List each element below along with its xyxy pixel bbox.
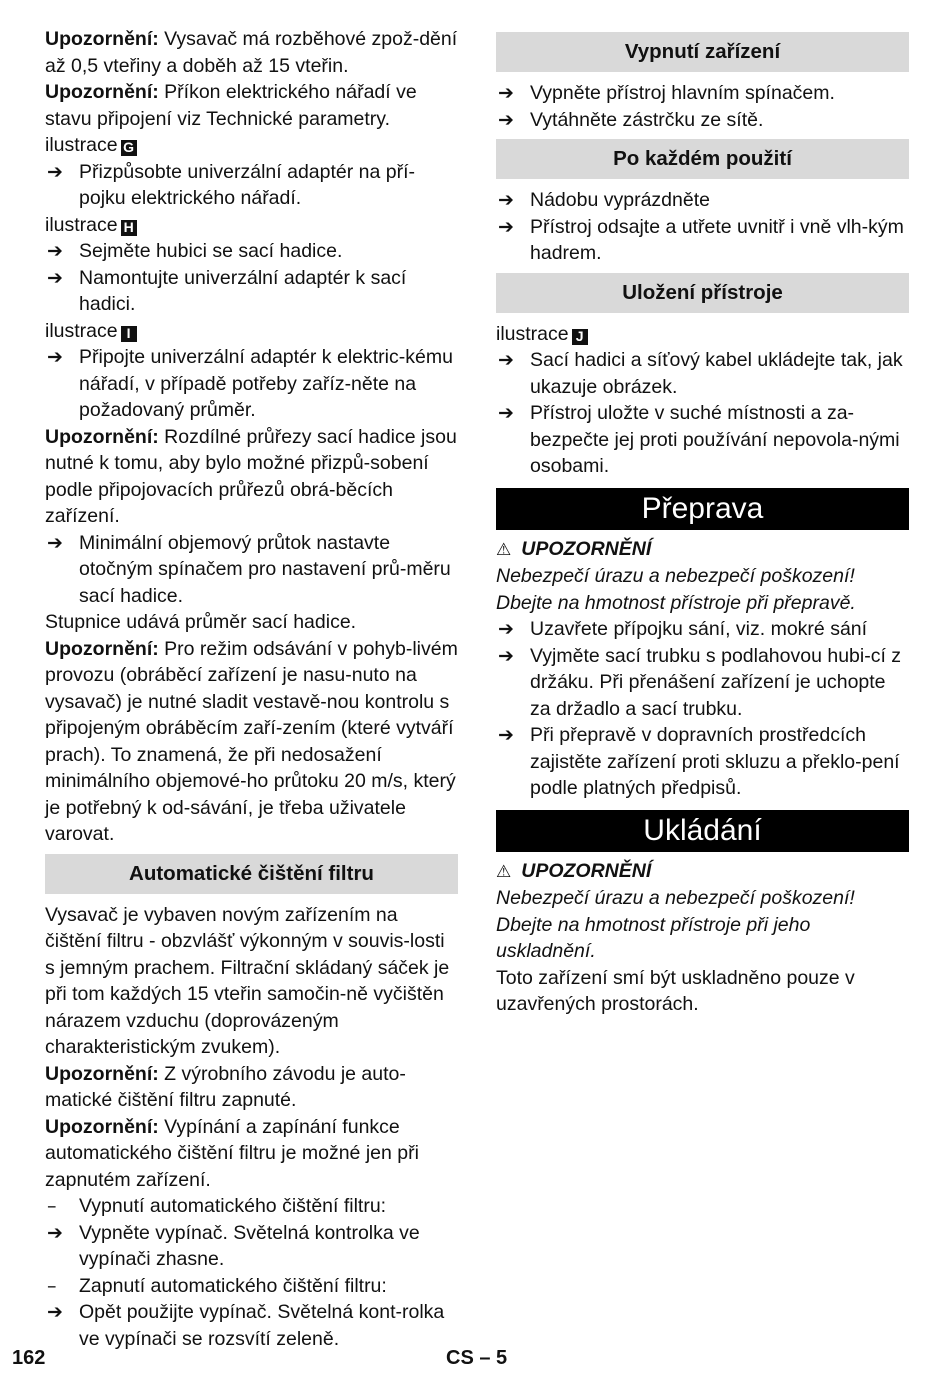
section-heading-switch-off: Vypnutí zařízení xyxy=(496,32,909,72)
step-item: ➔ Vyjměte sací trubku s podlahovou hubi-cí z držáku. Při přenášení zařízení je uchopte za držadlo a sací trubku. xyxy=(496,643,909,723)
step-item: ➔ Přístroj odsajte a utřete uvnitř i vně vlh-kým hadrem. xyxy=(496,214,909,267)
left-column xyxy=(45,26,458,1352)
note-label: Upozornění: xyxy=(45,28,159,50)
warning-title: ⚠ UPOZORNĚNÍ xyxy=(496,537,652,560)
note-paragraph: Upozornění: Vysavač má rozběhové zpož-dění až 0,5 vteřiny a doběh až 15 vteřin. xyxy=(45,28,458,77)
note-paragraph: Upozornění: Vypínání a zapínání funkce automatického čištění filtru je možné jen při zapnutém zařízení. xyxy=(45,1115,419,1191)
section-heading-storing: Uložení přístroje xyxy=(496,273,909,313)
body-paragraph: Stupnice udává průměr sací hadice. xyxy=(45,611,357,633)
figure-g-icon: G xyxy=(121,140,137,156)
note-paragraph: Upozornění: Pro režim odsávání v pohyb-livém provozu (obráběcí zařízení je nasu-nuto na vysavač) je nutné sladit vestavě-nou kontrolu s připojeným obráběcím zaří-zením (které vytváří prach). To znamená, že při nedosažení minimálního objemové-ho průtoku 20 m/s, který je potřebný k od-sávání, je třeba uživatele varovat. xyxy=(45,637,458,845)
step-item: ➔ Při přepravě v dopravních prostředcích zajistěte zařízení proti skluzu a překlo-pení podle platných předpisů. xyxy=(496,722,909,802)
section-heading-after-use: Po každém použití xyxy=(496,139,909,179)
warning-text: Nebezpečí úrazu a nebezpečí poškození! Dbejte na hmotnost přístroje při jeho uskladnění. xyxy=(496,887,855,962)
warning-triangle-icon: ⚠ xyxy=(496,539,512,560)
step-item: ➔ Vytáhněte zástrčku ze sítě. xyxy=(496,107,909,134)
illustration-ref-i: ilustrace I xyxy=(45,318,458,345)
figure-j-icon: J xyxy=(572,329,588,345)
language-page-label: CS – 5 xyxy=(446,1347,508,1369)
note-label: Upozornění: xyxy=(45,81,159,103)
step-item: ➔ Vypněte vypínač. Světelná kontrolka ve vypínači zhasne. xyxy=(45,1220,458,1273)
note-label: Upozornění: xyxy=(45,637,159,660)
note-label: Upozornění: xyxy=(45,425,159,448)
illustration-ref-j: ilustrace J xyxy=(496,321,909,348)
body-paragraph: Toto zařízení smí být uskladněno pouze v uzavřených prostorách. xyxy=(496,966,855,1015)
page-number: 162 xyxy=(12,1347,46,1369)
warning-text: Nebezpečí úrazu a nebezpečí poškození! Dbejte na hmotnost přístroje při přepravě. xyxy=(496,565,856,614)
figure-h-icon: H xyxy=(121,220,137,236)
step-item: ➔ Uzavřete přípojku sání, viz. mokré sání xyxy=(496,616,909,643)
note-paragraph: Upozornění: Z výrobního závodu je auto-matické čištění filtru zapnuté. xyxy=(45,1062,406,1111)
illustration-ref-g: ilustrace G xyxy=(45,132,458,159)
step-item: ➔ Minimální objemový průtok nastavte otočným spínačem pro nastavení prů-měru sací hadice. xyxy=(45,530,458,610)
step-item: ➔ Přístroj uložte v suché místnosti a za-bezpečte jej proti používání nepovola-nými osobami. xyxy=(496,400,909,480)
section-heading-auto-clean: Automatické čištění filtru xyxy=(45,854,458,894)
illustration-ref-h: ilustrace H xyxy=(45,212,458,239)
step-item: ➔ Sejměte hubici se sací hadice. xyxy=(45,238,458,265)
right-column xyxy=(496,26,909,1018)
step-item: ➔ Přizpůsobte univerzální adaptér na pří-pojku elektrického nářadí. xyxy=(45,159,458,212)
step-item: ➔ Vypněte přístroj hlavním spínačem. xyxy=(496,80,909,107)
chapter-heading-storage: Ukládání xyxy=(496,810,909,852)
step-item: ➔ Opět použijte vypínač. Světelná kont-rolka ve vypínači se rozsvítí zeleně. xyxy=(45,1299,458,1352)
note-paragraph: Upozornění: Rozdílné průřezy sací hadice jsou nutné k tomu, aby bylo možné přizpů-sobení podle připojovacích průřezů obrá-běcích zařízení. xyxy=(45,425,457,527)
step-item: ➔ Nádobu vyprázdněte xyxy=(496,187,909,214)
step-item: ➔ Sací hadici a síťový kabel ukládejte tak, jak ukazuje obrázek. xyxy=(496,347,909,400)
dash-item: – Zapnutí automatického čištění filtru: xyxy=(45,1273,458,1300)
dash-item: – Vypnutí automatického čištění filtru: xyxy=(45,1193,458,1220)
note-label: Upozornění: xyxy=(45,1062,159,1085)
step-item: ➔ Připojte univerzální adaptér k elektric-kému nářadí, v případě potřeby zaříz-něte na požadovaný průměr. xyxy=(45,344,458,424)
figure-i-icon: I xyxy=(121,326,137,342)
note-label: Upozornění: xyxy=(45,1115,159,1138)
chapter-heading-transport: Přeprava xyxy=(496,488,909,530)
warning-title: ⚠ UPOZORNĚNÍ xyxy=(496,859,652,882)
body-paragraph: Vysavač je vybaven novým zařízením na čištění filtru - obzvlášť výkonným v souvis-losti s jemným prachem. Filtrační skládaný sáček je při tom každých 15 vteřin samočin-ně vyčištěn nárazem vzduchu (doprovázeným charakteristickým zvukem). xyxy=(45,903,450,1058)
note-paragraph: Upozornění: Příkon elektrického nářadí ve stavu připojení viz Technické parametry. xyxy=(45,81,417,130)
step-item: ➔ Namontujte univerzální adaptér k sací hadici. xyxy=(45,265,458,318)
warning-triangle-icon: ⚠ xyxy=(496,861,512,882)
